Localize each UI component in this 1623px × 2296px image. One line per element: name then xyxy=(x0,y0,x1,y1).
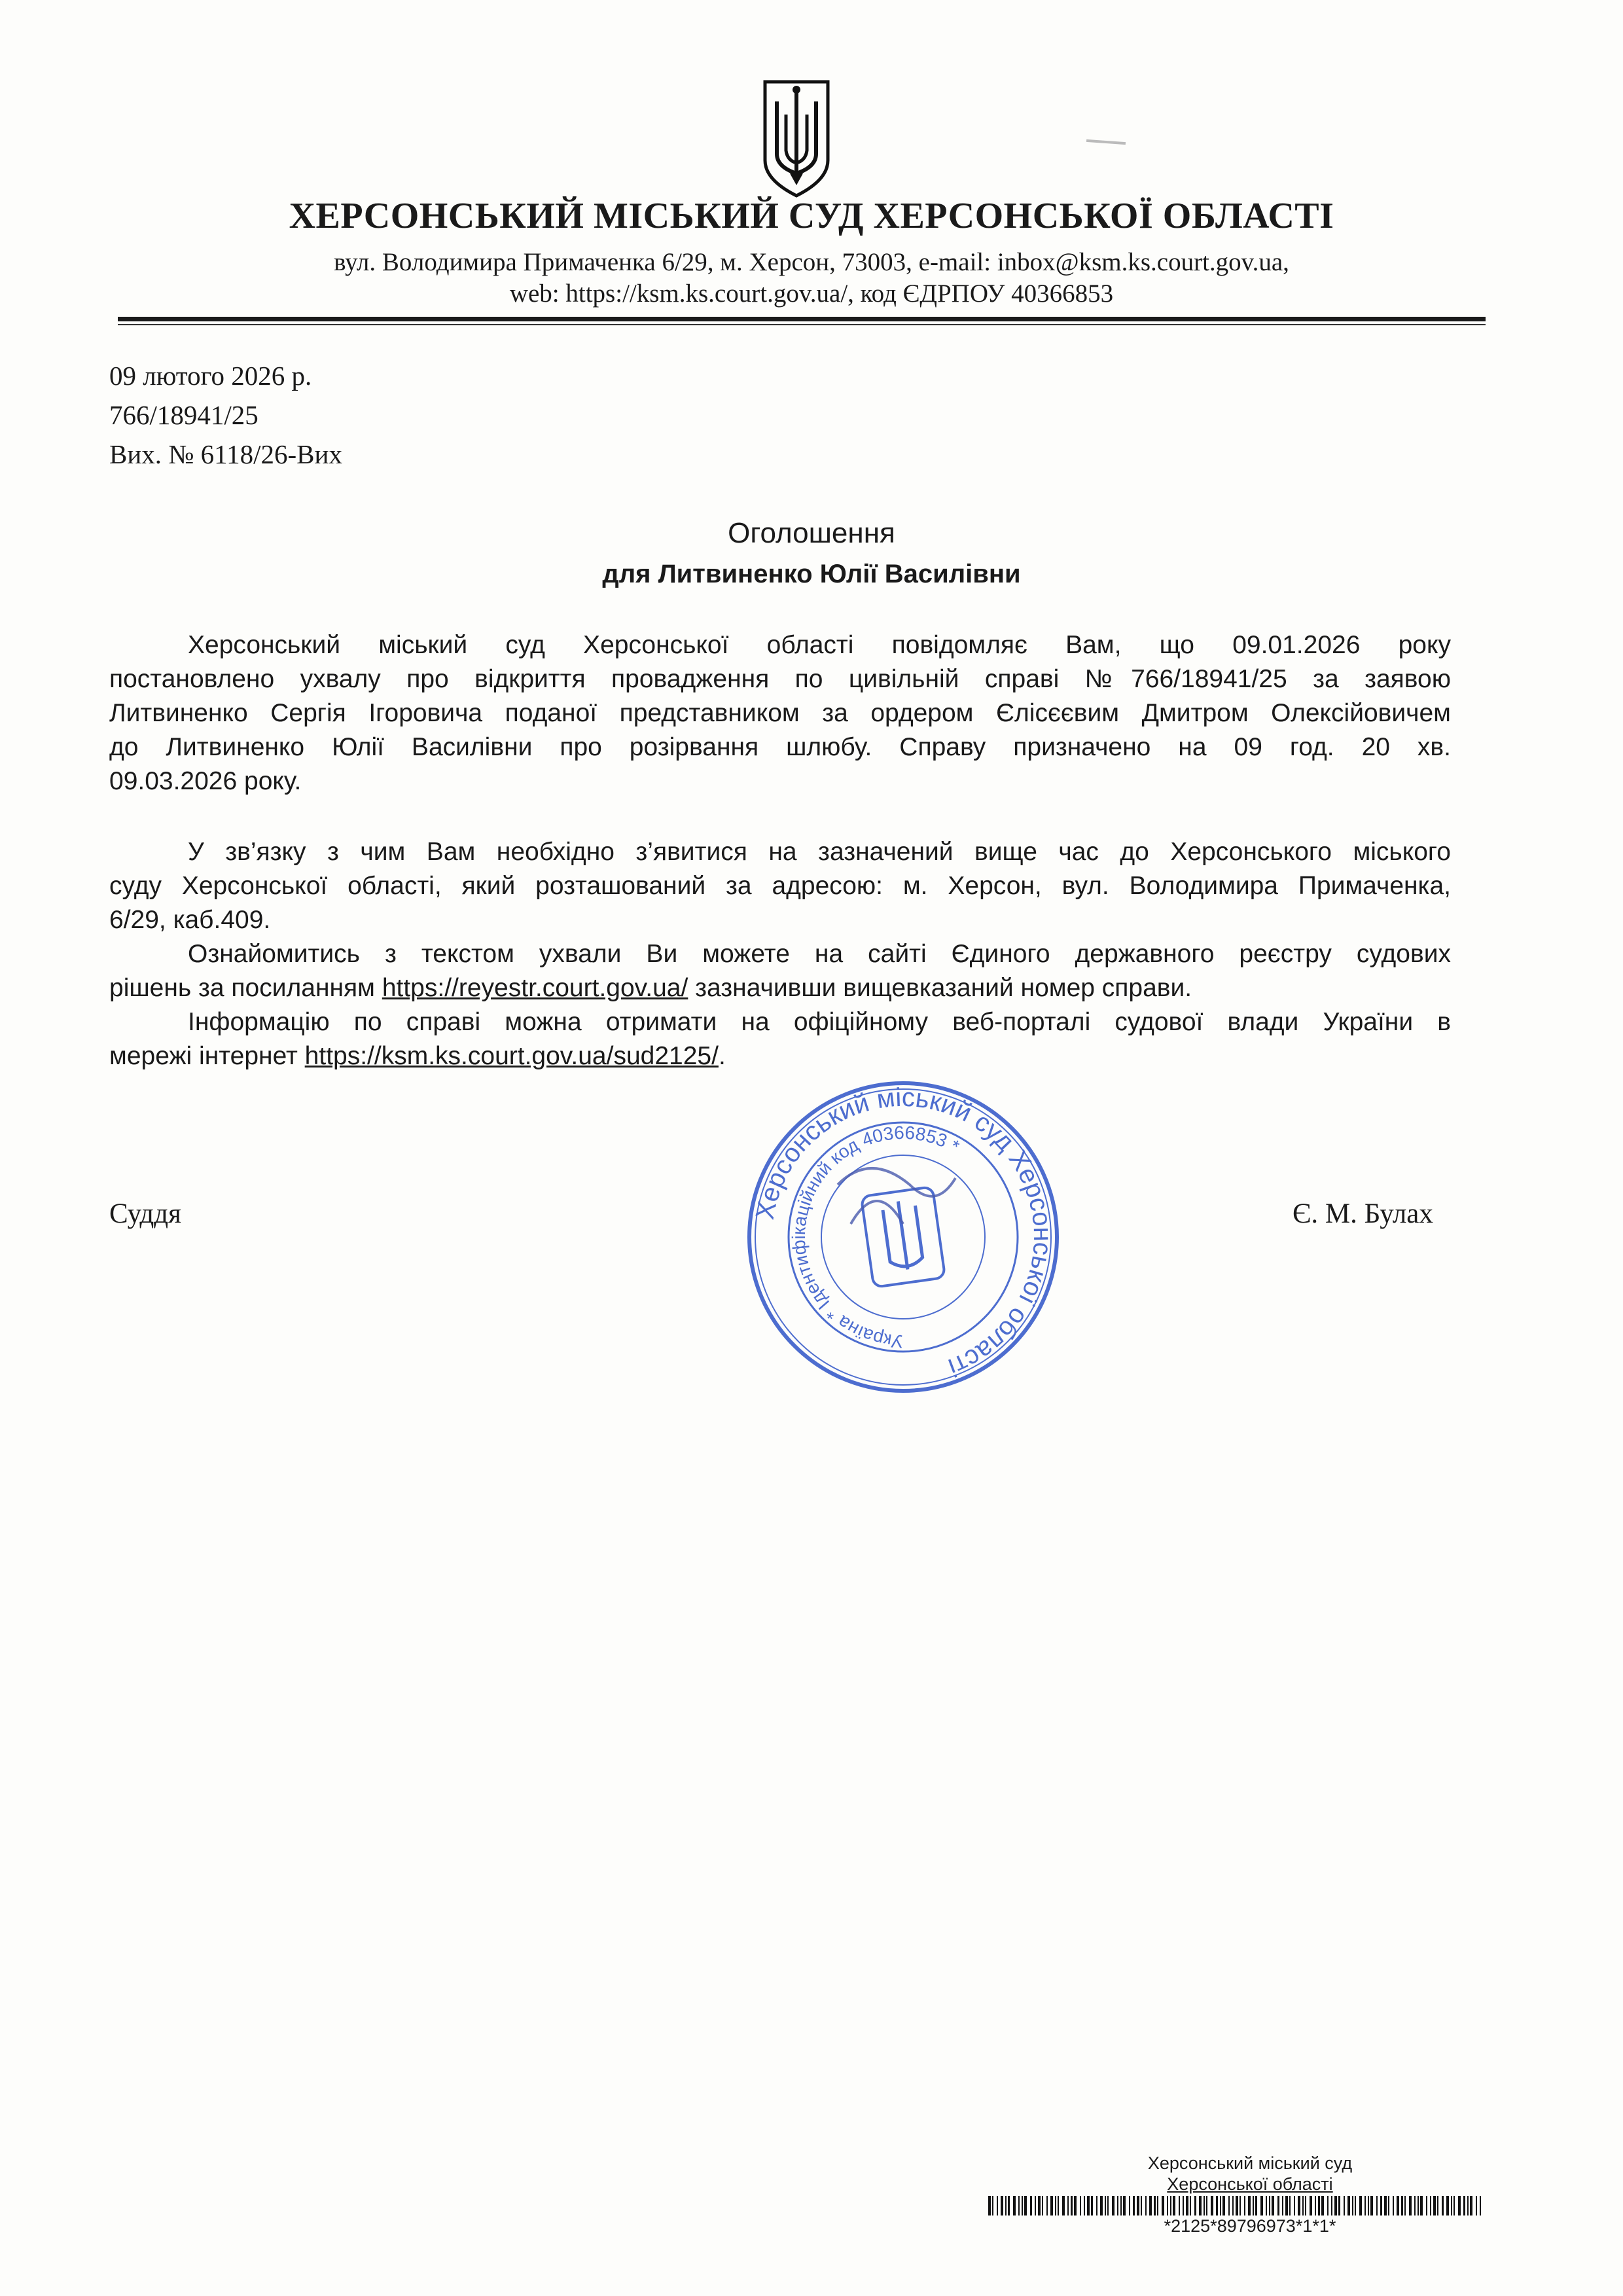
barcode-bar xyxy=(1437,2196,1438,2215)
barcode-bar xyxy=(1327,2196,1329,2215)
barcode-bar xyxy=(1388,2196,1389,2215)
barcode-bar xyxy=(1433,2196,1436,2215)
barcode-bar xyxy=(1062,2196,1065,2215)
text-line: Ознайомитись з текстом ухвали Ви можете на сайті Єдиного державного реєстру судових xyxy=(188,940,1451,968)
barcode-bar xyxy=(1248,2196,1251,2215)
barcode-bar xyxy=(1211,2196,1213,2215)
barcode-bar xyxy=(1170,2196,1171,2215)
barcode-bar xyxy=(1418,2196,1419,2215)
barcode-bar xyxy=(1206,2196,1207,2215)
barcode-bar xyxy=(1302,2196,1304,2215)
barcode-bar xyxy=(1240,2196,1241,2215)
barcode-bar xyxy=(1141,2196,1142,2215)
barcode-bar xyxy=(1404,2196,1406,2215)
barcode-bar xyxy=(992,2196,993,2215)
barcode-bar xyxy=(1393,2196,1394,2215)
barcode-bar xyxy=(1080,2196,1081,2215)
barcode-bar xyxy=(1285,2196,1288,2215)
barcode-bar xyxy=(1414,2196,1416,2215)
barcode-bar xyxy=(1451,2196,1452,2215)
barcode-bar xyxy=(1364,2196,1366,2215)
barcode-bar xyxy=(1236,2196,1238,2215)
barcode-bar xyxy=(1220,2196,1221,2215)
barcode-bar xyxy=(1179,2196,1180,2215)
barcode-bar xyxy=(1145,2196,1147,2215)
footer-region: Херсонської області xyxy=(1167,2174,1333,2194)
barcode-bar xyxy=(1272,2196,1274,2215)
barcode-bar xyxy=(1096,2196,1097,2215)
text-line: до Литвиненко Юлії Василівни про розірвання шлюбу. Справу призначено на 09 год. 20 хв. xyxy=(109,733,1451,761)
barcode-bar xyxy=(1315,2196,1316,2215)
signature-role: Суддя xyxy=(109,1198,181,1229)
text-line: суду Херсонської області, який розташований за адресою: м. Херсон, вул. Володимира Примаченка, xyxy=(109,872,1451,900)
text-line xyxy=(109,971,1451,1005)
barcode-bar xyxy=(1420,2196,1423,2215)
barcode-bar xyxy=(1123,2196,1126,2215)
barcode-bar xyxy=(1409,2196,1412,2215)
barcode-bar xyxy=(1133,2196,1135,2215)
barcode-bar xyxy=(1277,2196,1279,2215)
barcode-bar xyxy=(1321,2196,1324,2215)
coat-of-arms-icon xyxy=(761,75,832,200)
barcode-bar xyxy=(1266,2196,1267,2215)
barcode-bar xyxy=(1454,2196,1455,2215)
text-line: Херсонський міський суд Херсонської області повідомляє Вам, що 09.01.2026 року xyxy=(188,631,1451,659)
court-seal-icon xyxy=(740,1073,1067,1401)
barcode-bar xyxy=(1194,2196,1196,2215)
barcode-bar xyxy=(1055,2196,1056,2215)
barcode-bar xyxy=(1368,2196,1369,2215)
footer-court: Херсонський міський суд xyxy=(1147,2153,1353,2173)
barcode-bar xyxy=(1157,2196,1158,2215)
barcode-bar xyxy=(1030,2196,1032,2215)
announcement-recipient: для Литвиненко Юлії Василівни xyxy=(602,560,1021,588)
barcode-bar xyxy=(1467,2196,1469,2215)
barcode-bar xyxy=(1401,2196,1403,2215)
barcode-bar xyxy=(1149,2196,1152,2215)
barcode-bar xyxy=(1352,2196,1353,2215)
barcode-icon xyxy=(988,2196,1486,2215)
barcode-bar xyxy=(1038,2196,1041,2215)
barcode-bar xyxy=(1426,2196,1427,2215)
announcement-title: Оголошення xyxy=(728,517,895,549)
barcode-bar xyxy=(1347,2196,1350,2215)
barcode-bar xyxy=(1222,2196,1225,2215)
barcode-bar xyxy=(1370,2196,1373,2215)
barcode-bar xyxy=(1216,2196,1218,2215)
barcode-bar xyxy=(1480,2196,1481,2215)
barcode-bar xyxy=(1091,2196,1093,2215)
barcode-bar xyxy=(1331,2196,1332,2215)
barcode-text: *2125*89796973*1*1* xyxy=(1164,2216,1336,2236)
barcode-bar xyxy=(1376,2196,1378,2215)
barcode-bar xyxy=(1112,2196,1115,2215)
barcode-bar xyxy=(1338,2196,1340,2215)
barcode-bar xyxy=(1282,2196,1283,2215)
barcode-bar xyxy=(1035,2196,1036,2215)
court-address: вул. Володимира Примаченка 6/29, м. Херсон, 73003, e-mail: inbox@ksm.ks.court.gov.ua, xyxy=(334,248,1289,276)
barcode-bar xyxy=(1058,2196,1059,2215)
text-fragment: мережі інтернет xyxy=(109,1042,305,1070)
barcode-bar xyxy=(1008,2196,1010,2215)
barcode-bar xyxy=(1022,2196,1023,2215)
barcode-bar xyxy=(1013,2196,1016,2215)
barcode-bar xyxy=(1269,2196,1270,2215)
portal-link[interactable]: https://ksm.ks.court.gov.ua/sud2125/ xyxy=(304,1042,719,1070)
barcode-bar xyxy=(1260,2196,1263,2215)
barcode-bar xyxy=(1005,2196,1007,2215)
court-web-code: web: https://ksm.ks.court.gov.ua/, код ЄДРПОУ 40366853 xyxy=(509,279,1114,308)
barcode-bar xyxy=(1253,2196,1254,2215)
barcode-bar xyxy=(1190,2196,1191,2215)
registry-link[interactable]: https://reyestr.court.gov.ua/ xyxy=(382,974,688,1002)
paragraph-notice xyxy=(109,628,1451,798)
barcode-bar xyxy=(1046,2196,1048,2215)
barcode-bar xyxy=(1167,2196,1168,2215)
barcode-bar xyxy=(1359,2196,1362,2215)
barcode-bar xyxy=(997,2196,998,2215)
paragraph-portal xyxy=(109,1005,1451,1073)
barcode-bar xyxy=(1355,2196,1356,2215)
barcode-bar xyxy=(1183,2196,1184,2215)
barcode-bar xyxy=(1042,2196,1043,2215)
barcode-bar xyxy=(1397,2196,1399,2215)
barcode-bar xyxy=(1344,2196,1345,2215)
barcode-bar xyxy=(1024,2196,1027,2215)
barcode-bar xyxy=(1120,2196,1122,2215)
court-name: ХЕРСОНСЬКИЙ МІСЬКИЙ СУД ХЕРСОНСЬКОЇ ОБЛАСТІ xyxy=(289,196,1334,236)
text-line: 6/29, каб.409. xyxy=(109,906,271,934)
barcode-bar xyxy=(1442,2196,1444,2215)
barcode-bar xyxy=(1074,2196,1077,2215)
text-fragment: зазначивши вищевказаний номер справи. xyxy=(688,974,1192,1002)
text-line: 09.03.2026 року. xyxy=(109,767,302,795)
barcode-bar xyxy=(1050,2196,1053,2215)
barcode-bar xyxy=(1244,2196,1245,2215)
text-line: постановлено ухвалу про відкриття провадження по цивільній справі №766/18941/25 за заявою xyxy=(109,665,1451,693)
barcode-bar xyxy=(1463,2196,1465,2215)
barcode-bar xyxy=(1430,2196,1431,2215)
barcode-bar xyxy=(1289,2196,1291,2215)
signature-name: Є. М. Булах xyxy=(1293,1198,1433,1229)
barcode-bar xyxy=(1446,2196,1449,2215)
barcode-bar xyxy=(1458,2196,1461,2215)
barcode-bar xyxy=(1204,2196,1205,2215)
barcode-bar xyxy=(1107,2196,1109,2215)
barcode-bar xyxy=(1084,2196,1085,2215)
barcode-bar xyxy=(1071,2196,1073,2215)
text-line: У зв’язку з чим Вам необхідно з’явитися на зазначений вище час до Херсонського міського xyxy=(188,838,1451,866)
barcode-bar xyxy=(1018,2196,1020,2215)
barcode-bar xyxy=(1310,2196,1312,2215)
barcode-bar xyxy=(1232,2196,1234,2215)
barcode-bar xyxy=(1100,2196,1103,2215)
text-line: Інформацію по справі можна отримати на офіційному веб-порталі судової влади України в xyxy=(188,1008,1451,1036)
barcode-bar xyxy=(1298,2196,1300,2215)
barcode-bar xyxy=(1154,2196,1156,2215)
barcode-bar xyxy=(1105,2196,1106,2215)
barcode-bar xyxy=(1318,2196,1320,2215)
barcode-bar xyxy=(1470,2196,1472,2215)
text-fragment: рішень за посиланням xyxy=(109,974,382,1002)
outgoing-number: Вих. № 6118/26-Вих xyxy=(109,439,342,469)
barcode-bar xyxy=(1255,2196,1257,2215)
barcode-bar xyxy=(1476,2196,1477,2215)
barcode-bar xyxy=(1294,2196,1295,2215)
text-line xyxy=(109,1039,1451,1073)
barcode-bar xyxy=(1380,2196,1382,2215)
barcode-bar xyxy=(1162,2196,1164,2215)
barcode-bar xyxy=(1334,2196,1337,2215)
barcode-bar xyxy=(1305,2196,1306,2215)
header-divider-thin xyxy=(118,324,1486,325)
text-fragment: . xyxy=(718,1042,726,1070)
barcode-bar xyxy=(1001,2196,1003,2215)
text-line: Литвиненко Сергія Ігоровича поданої представником за ордером Єлісєєвим Дмитром Олексійовичем xyxy=(109,699,1451,727)
barcode-bar xyxy=(1199,2196,1202,2215)
document-date: 09 лютого 2026 р. xyxy=(109,361,312,391)
barcode-bar xyxy=(988,2196,991,2215)
svg-text:Україна * Ідентифікаційний код xyxy=(789,1122,963,1352)
barcode-bar xyxy=(1186,2196,1188,2215)
paragraph-registry xyxy=(109,937,1451,1005)
barcode-bar xyxy=(1137,2196,1139,2215)
scan-artifact xyxy=(1086,139,1126,145)
seal-outer-text: Херсонський міський суд Херсонської області xyxy=(750,1083,1058,1382)
barcode-bar xyxy=(1384,2196,1387,2215)
barcode-bar xyxy=(1129,2196,1130,2215)
barcode-bar xyxy=(1173,2196,1175,2215)
barcode-bar xyxy=(1087,2196,1090,2215)
case-number: 766/18941/25 xyxy=(109,400,259,430)
seal-inner-text: Україна * Ідентифікаційний код 40366853 * xyxy=(788,1122,963,1352)
barcode-bar xyxy=(1228,2196,1230,2215)
barcode-bar xyxy=(1067,2196,1069,2215)
header-divider xyxy=(118,317,1486,321)
paragraph-appearance xyxy=(109,835,1451,937)
barcode-bar xyxy=(1117,2196,1118,2215)
